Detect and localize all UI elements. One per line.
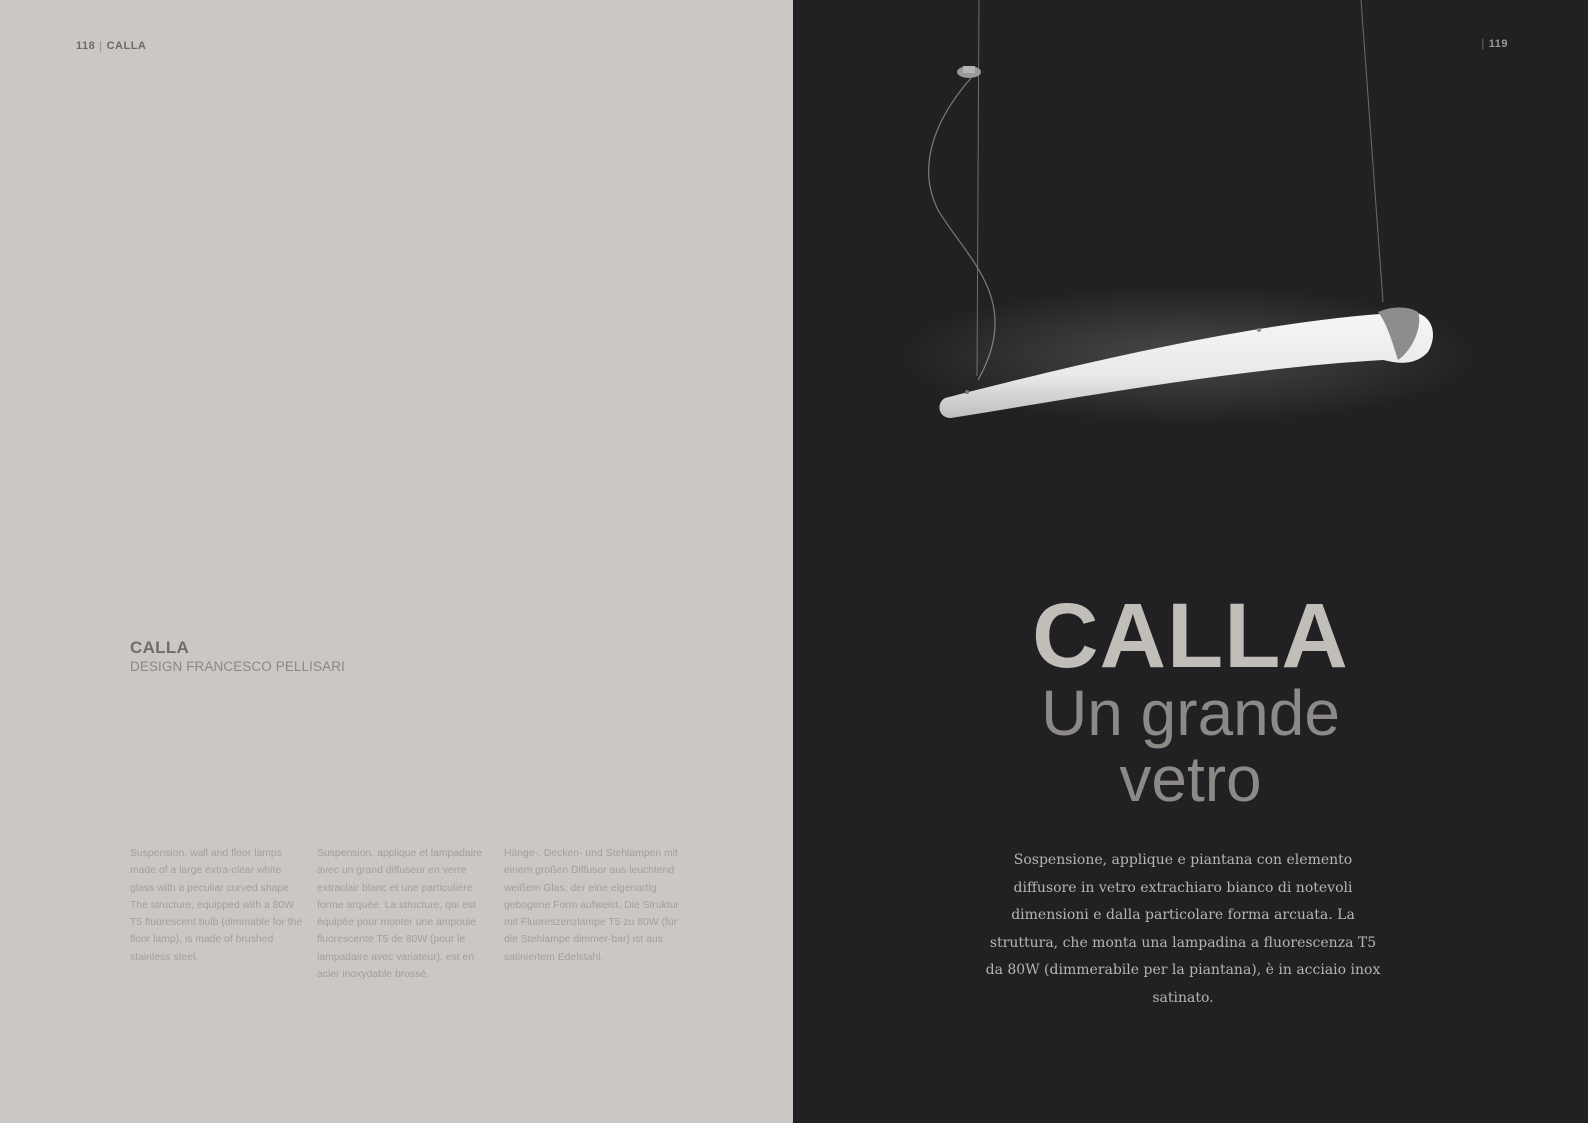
- hero-subtitle: [793, 677, 1588, 815]
- folio-left: [76, 40, 146, 52]
- folio-number-right: 119: [1488, 38, 1508, 50]
- description-french: Suspension, applique et lampadaire avec un grand diffuseur en verre extraclair blanc et une particulière forme arquée. La structure, qui est équipée pour monter une ampoule fluorescente T5 de 80W (pour le lampadaire avec variateur), est en acier inoxydable brossé.: [317, 848, 483, 981]
- left-page: [0, 0, 793, 1123]
- hero-subtitle-line1: Un grande: [1041, 677, 1340, 749]
- hero-title: CALLA: [1032, 585, 1349, 687]
- folio-title-left: CALLA: [106, 40, 147, 52]
- description-english: Suspension, wall and floor lamps made of a large extra-clear white glass with a peculiar curved shape. The structure, equipped with a 80W T5 fluorescent bulb (dimmable for the floor lamp), is made of brushed stainless steel.: [130, 848, 303, 963]
- hero-subtitle-line2: vetro: [1119, 743, 1262, 815]
- description-german: Hänge-, Decken- und Stehlampen mit einem großen Diffusor aus leuchtend weißem Glas, der eine eigenartig gebogene Form aufweist. Die Struktur mit Fluoreszenzlampe T5 zu 80W (für die Stehlampe dimmer-bar) ist aus satiniertem Edelstahl.: [504, 848, 679, 963]
- folio-number-left: 118: [76, 40, 96, 52]
- product-heading: [130, 638, 345, 676]
- suspension-lamp-photo: [793, 0, 1588, 460]
- product-name: CALLA: [130, 638, 190, 657]
- folio-separator-right: |: [1481, 38, 1485, 50]
- description-italian: Sospensione, applique e piantana con elemento diffusore in vetro extrachiaro bianco di notevoli dimensioni e dalla particolare forma arcuata. La struttura, che monta una lampadina a fluorescenza T5 da 80W (dimmerabile per la piantana), è in acciaio inox satinato.: [985, 852, 1381, 1006]
- product-designer: DESIGN FRANCESCO PELLISARI: [130, 659, 345, 674]
- right-page: [793, 0, 1588, 1123]
- folio-separator-left: |: [99, 40, 103, 52]
- suspension-wire-right: [1361, 0, 1383, 302]
